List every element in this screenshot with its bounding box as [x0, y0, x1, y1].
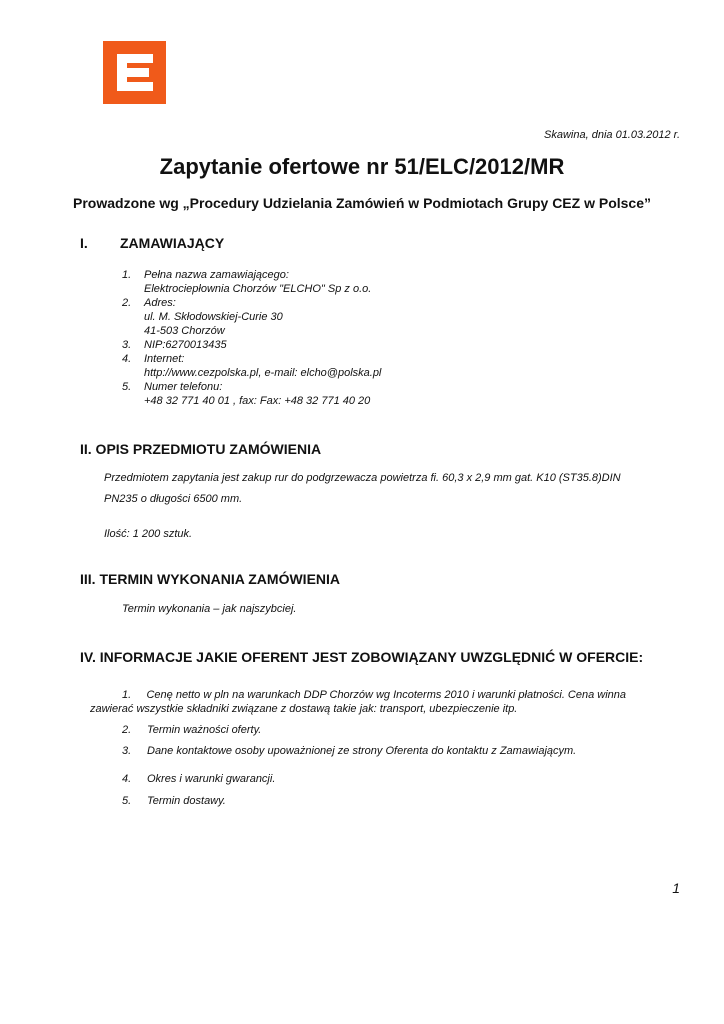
section-4-item-1-line-1: 1. Cenę netto w pln na warunkach DDP Chorzów wg Incoterms 2010 i warunki płatności. Cena winna	[122, 689, 627, 701]
logo-bar-bottom	[117, 82, 153, 91]
logo-bar-top	[117, 54, 153, 63]
section-3-heading: III. TERMIN WYKONANIA ZAMÓWIENIA	[80, 571, 341, 587]
document-title: Zapytanie ofertowe nr 51/ELC/2012/MR	[159, 154, 565, 179]
section-2-heading: II. OPIS PRZEDMIOTU ZAMÓWIENIA	[80, 441, 322, 457]
page-number: 1	[672, 880, 680, 896]
list-item: 3. Dane kontaktowe osoby upoważnionej ze strony Oferenta do kontaktu z Zamawiającym.	[122, 745, 577, 757]
document-date: Skawina, dnia 01.03.2012 r.	[544, 129, 680, 141]
cez-logo	[103, 41, 166, 104]
list-item: 5. Termin dostawy.	[122, 795, 226, 807]
section-3-text: Termin wykonania – jak najszybciej.	[122, 603, 297, 615]
section-4-item-1-line-2: zawierać wszystkie składniki związane z dostawą takie jak: transport, ubezpieczenie itp.	[90, 703, 518, 715]
list-item: 4. Internet: http://www.cezpolska.pl, e-mail: elcho@polska.pl	[122, 353, 382, 379]
list-item: 2. Termin ważności oferty.	[122, 724, 262, 736]
document-subtitle: Prowadzone wg „Procedury Udzielania Zamówień w Podmiotach Grupy CEZ w Polsce”	[73, 195, 651, 211]
section-1-number: I.	[80, 235, 88, 251]
section-4-item-1-number: 1.	[122, 689, 132, 701]
list-item: 5. Numer telefonu: +48 32 771 40 01 , fax: Fax: +48 32 771 40 20	[122, 381, 371, 407]
list-item: 2. Adres: ul. M. Skłodowskiej-Curie 30 41-503 Chorzów	[122, 297, 283, 337]
internet-link: http://www.cezpolska.pl, e-mail: elcho@polska.pl	[144, 367, 382, 379]
section-2-description-line-2: PN235 o długości 6500 mm.	[104, 493, 243, 505]
logo-bar-middle	[117, 68, 149, 77]
section-2-description-line-1: Przedmiotem zapytania jest zakup rur do podgrzewacza powietrza fi. 60,3 x 2,9 mm gat. K10 (ST35.8)DIN	[104, 472, 621, 484]
contracting-party-list	[122, 268, 381, 408]
section-4-heading: IV. INFORMACJE JAKIE OFERENT JEST ZOBOWIĄZANY UWZGLĘDNIĆ W OFERCIE:	[80, 649, 644, 665]
list-item: 3. NIP:6270013435	[122, 339, 227, 351]
section-2-quantity: Ilość: 1 200 sztuk.	[104, 528, 193, 540]
list-item: 4. Okres i warunki gwarancji.	[122, 773, 276, 785]
section-1-heading	[0, 235, 724, 253]
section-1-title: ZAMAWIAJĄCY	[120, 235, 225, 251]
list-item: 1. Pełna nazwa zamawiającego: Elektrociepłownia Chorzów "ELCHO" Sp z o.o.	[122, 269, 372, 295]
